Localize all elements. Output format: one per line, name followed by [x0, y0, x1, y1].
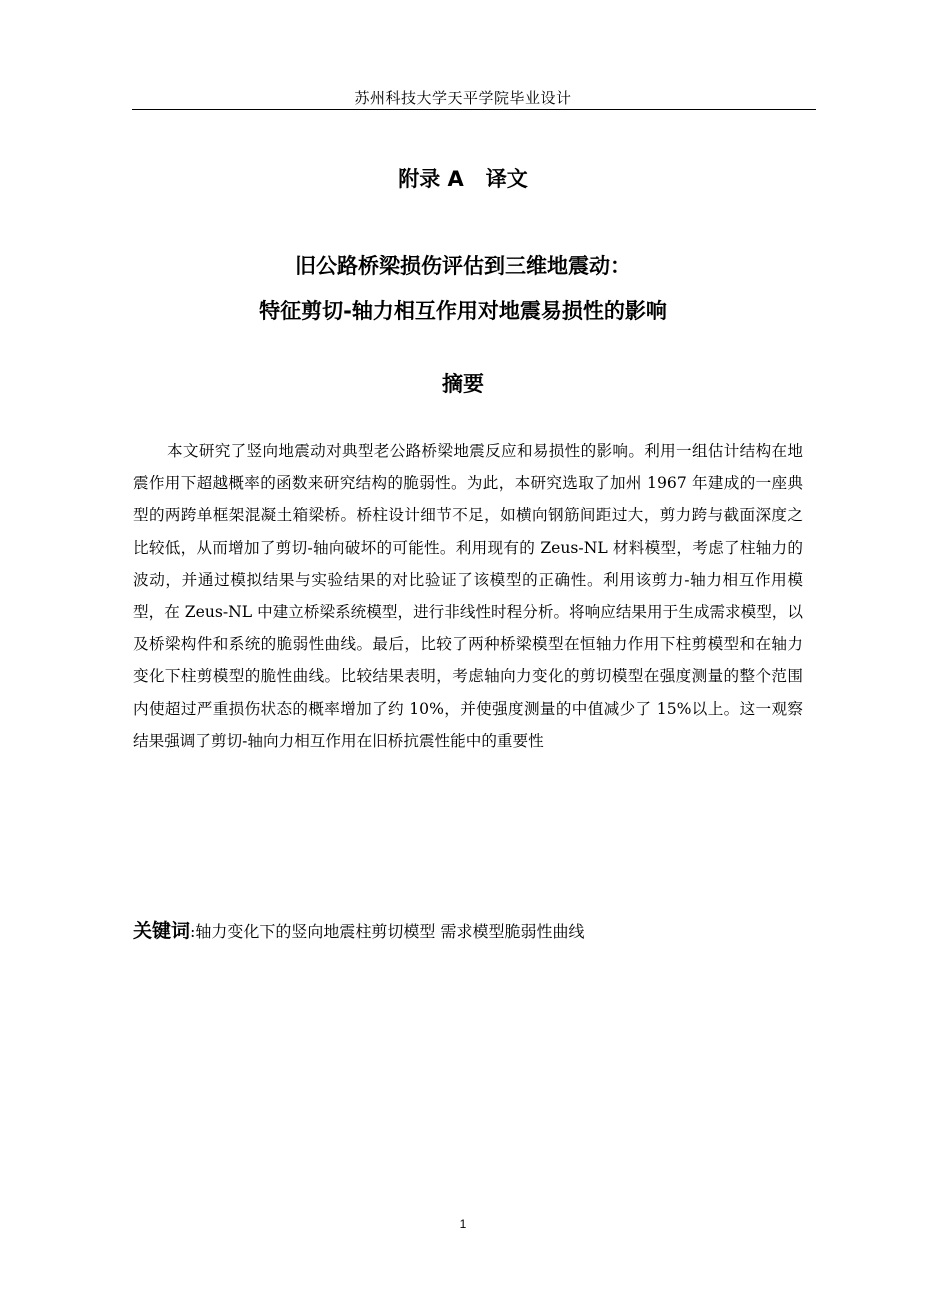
paper-title-line-2: 特征剪切-轴力相互作用对地震易损性的影响	[259, 299, 667, 323]
appendix-title	[0, 164, 926, 194]
keywords-separator: :	[190, 922, 196, 941]
keywords-line	[133, 915, 823, 948]
abstract-heading: 摘要	[442, 372, 484, 396]
paper-title-line-1: 旧公路桥梁损伤评估到三维地震动：	[295, 254, 631, 278]
header-divider	[132, 109, 816, 110]
appendix-section-title: 译文	[485, 167, 528, 191]
keywords-value: 轴力变化下的竖向地震柱剪切模型 需求模型脆弱性曲线	[195, 922, 585, 941]
appendix-label: 附录 A	[398, 167, 464, 191]
keywords-label: 关键词	[133, 920, 191, 942]
abstract-body: 本文研究了竖向地震动对典型老公路桥梁地震反应和易损性的影响。利用一组估计结构在地震作用下超越概率的函数来研究结构的脆弱性。为此，本研究选取了加州 1967 年建成的一座典型的两跨单框架混凝土箱梁桥。桥柱设计细节不足，如横向钢筋间距过大，剪力跨与截面深度之比较低，从而增加了剪切-轴向破坏的可能性。利用现有的 Zeus-NL 材料模型，考虑了柱轴力的波动，并通过模拟结果与实验结果的对比验证了该模型的正确性。利用该剪力-轴力相互作用模型，在 Zeus-NL 中建立桥梁系统模型，进行非线性时程分析。将响应结果用于生成需求模型，以及桥梁构件和系统的脆弱性曲线。最后，比较了两种桥梁模型在恒轴力作用下柱剪模型和在轴力变化下柱剪模型的脆性曲线。比较结果表明，考虑轴向力变化的剪切模型在强度测量的整个范围内使超过严重损伤状态的概率增加了约 10%，并使强度测量的中值减少了 15%以上。这一观察结果强调了剪切-轴向力相互作用在旧桥抗震性能中的重要性	[133, 442, 803, 750]
page-number: 1	[459, 1217, 467, 1231]
running-header: 苏州科技大学天平学院毕业设计	[354, 89, 572, 107]
